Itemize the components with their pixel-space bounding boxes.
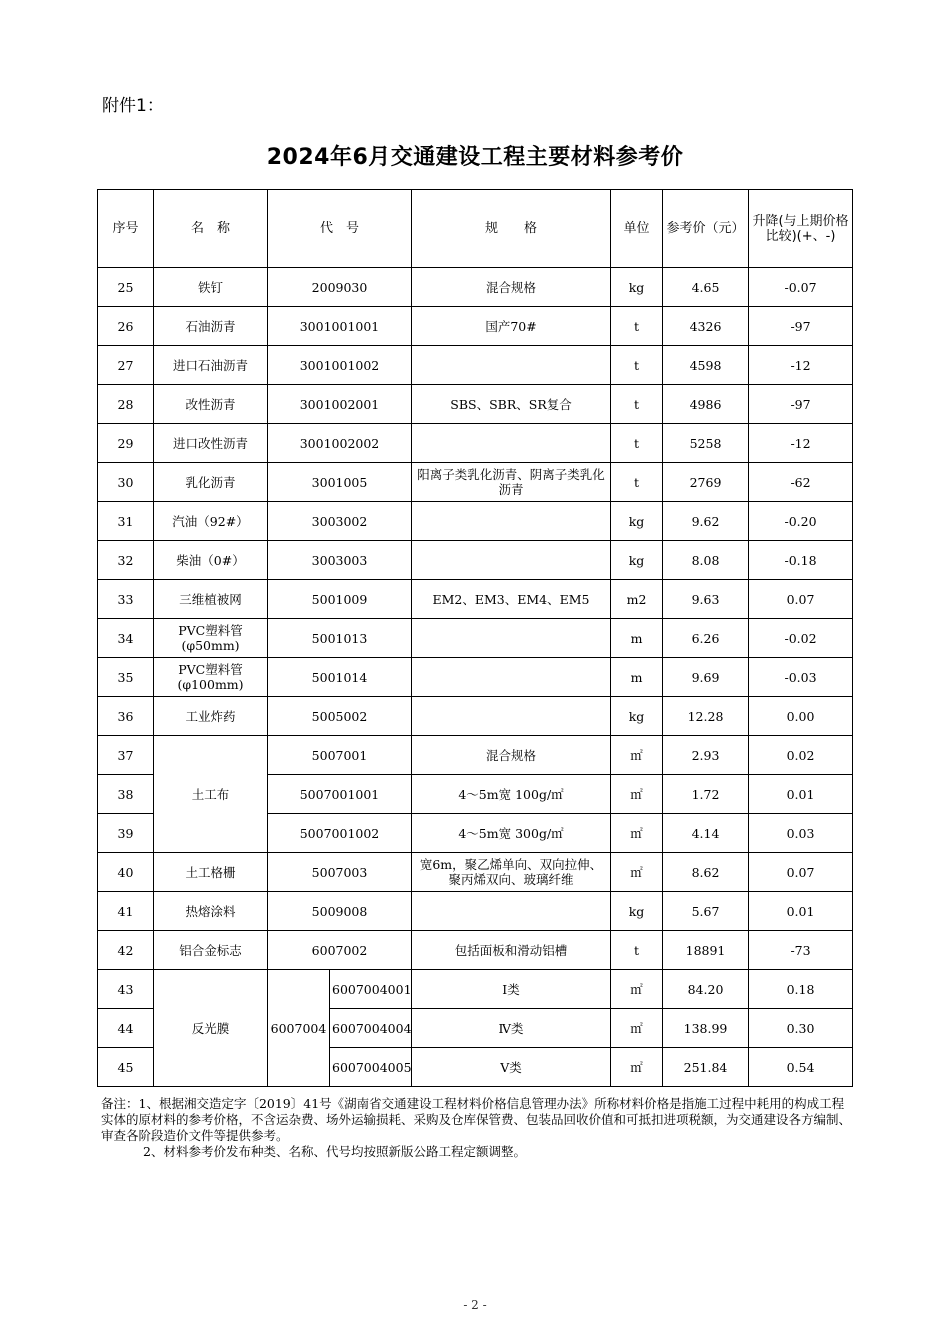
cell-unit: ㎡ <box>611 853 663 892</box>
cell-change: 0.03 <box>749 814 853 853</box>
cell-spec: Ⅳ类 <box>412 1009 611 1048</box>
cell-price: 18891 <box>663 931 749 970</box>
cell-code: 6007002 <box>268 931 412 970</box>
cell-group-code: 6007004 <box>268 970 330 1087</box>
cell-price: 251.84 <box>663 1048 749 1087</box>
cell-change: -0.20 <box>749 502 853 541</box>
remark-2: 2、材料参考价发布种类、名称、代号均按照新版公路工程定额调整。 <box>143 1144 526 1159</box>
cell-seq: 36 <box>98 697 154 736</box>
price-table <box>97 189 853 1087</box>
cell-name: 反光膜 <box>154 970 268 1087</box>
table-row <box>98 502 853 541</box>
cell-price: 8.08 <box>663 541 749 580</box>
cell-name: 热熔涂料 <box>154 892 268 931</box>
cell-spec <box>412 892 611 931</box>
cell-change: 0.00 <box>749 697 853 736</box>
col-header-seq: 序号 <box>98 190 154 268</box>
cell-seq: 29 <box>98 424 154 463</box>
cell-spec: 国产70# <box>412 307 611 346</box>
cell-seq: 28 <box>98 385 154 424</box>
cell-price: 4326 <box>663 307 749 346</box>
cell-spec <box>412 424 611 463</box>
table-row <box>98 463 853 502</box>
table-row <box>98 892 853 931</box>
cell-seq: 26 <box>98 307 154 346</box>
cell-code: 3001001001 <box>268 307 412 346</box>
cell-name: 工业炸药 <box>154 697 268 736</box>
cell-change: -0.03 <box>749 658 853 697</box>
cell-seq: 37 <box>98 736 154 775</box>
table-row <box>98 736 853 775</box>
cell-price: 9.69 <box>663 658 749 697</box>
cell-name: 铝合金标志 <box>154 931 268 970</box>
col-header-name: 名 称 <box>154 190 268 268</box>
cell-code: 3003002 <box>268 502 412 541</box>
remark-1: 备注：1、根据湘交造定字〔2019〕41号《湖南省交通建设工程材料价格信息管理办法》所称材料价格是指施工过程中耗用的构成工程实体的原材料的参考价格，不含运杂费、场外运输损耗、采购及仓库保管费、包装品回收价值和可抵扣进项税额，为交通建设各方编制、审查各阶段造价文件等提供参考。 <box>101 1096 852 1143</box>
cell-price: 5258 <box>663 424 749 463</box>
cell-spec <box>412 502 611 541</box>
cell-spec: SBS、SBR、SR复合 <box>412 385 611 424</box>
cell-price: 1.72 <box>663 775 749 814</box>
cell-name: 石油沥青 <box>154 307 268 346</box>
cell-change: 0.02 <box>749 736 853 775</box>
cell-unit: ㎡ <box>611 736 663 775</box>
cell-name: PVC塑料管(φ100mm) <box>154 658 268 697</box>
cell-price: 9.63 <box>663 580 749 619</box>
cell-code: 3001002001 <box>268 385 412 424</box>
cell-change: -0.18 <box>749 541 853 580</box>
cell-price: 2769 <box>663 463 749 502</box>
cell-unit: kg <box>611 502 663 541</box>
cell-unit: ㎡ <box>611 1048 663 1087</box>
cell-change: 0.07 <box>749 853 853 892</box>
table-row <box>98 658 853 697</box>
cell-spec: Ⅴ类 <box>412 1048 611 1087</box>
cell-change: -0.07 <box>749 268 853 307</box>
cell-seq: 31 <box>98 502 154 541</box>
page-number: - 2 - <box>463 1298 487 1312</box>
cell-name: 改性沥青 <box>154 385 268 424</box>
table-row <box>98 385 853 424</box>
cell-code: 3003003 <box>268 541 412 580</box>
table-row <box>98 541 853 580</box>
cell-unit: m <box>611 658 663 697</box>
cell-name: 汽油（92#） <box>154 502 268 541</box>
cell-spec: EM2、EM3、EM4、EM5 <box>412 580 611 619</box>
cell-price: 9.62 <box>663 502 749 541</box>
cell-code: 5007003 <box>268 853 412 892</box>
cell-spec: 4～5m宽 100g/㎡ <box>412 775 611 814</box>
cell-seq: 38 <box>98 775 154 814</box>
cell-name: 土工格栅 <box>154 853 268 892</box>
page-title: 2024年6月交通建设工程主要材料参考价 <box>266 145 684 170</box>
cell-change: -62 <box>749 463 853 502</box>
cell-change: 0.54 <box>749 1048 853 1087</box>
cell-unit: ㎡ <box>611 1009 663 1048</box>
cell-seq: 41 <box>98 892 154 931</box>
cell-seq: 42 <box>98 931 154 970</box>
cell-unit: m2 <box>611 580 663 619</box>
table-row <box>98 931 853 970</box>
cell-spec: 4～5m宽 300g/㎡ <box>412 814 611 853</box>
table-row <box>98 970 853 1009</box>
cell-unit: t <box>611 385 663 424</box>
remarks <box>101 1096 853 1160</box>
cell-unit: ㎡ <box>611 814 663 853</box>
table-row <box>98 346 853 385</box>
cell-unit: kg <box>611 268 663 307</box>
cell-spec: 阳离子类乳化沥青、阴离子类乳化沥青 <box>412 463 611 502</box>
cell-code: 5007001001 <box>268 775 412 814</box>
cell-spec: 宽6m，聚乙烯单向、双向拉伸、聚丙烯双向、玻璃纤维 <box>412 853 611 892</box>
cell-code: 5001013 <box>268 619 412 658</box>
col-header-code: 代 号 <box>268 190 412 268</box>
cell-code: 3001001002 <box>268 346 412 385</box>
cell-name: 三维植被网 <box>154 580 268 619</box>
cell-price: 8.62 <box>663 853 749 892</box>
cell-unit: t <box>611 463 663 502</box>
cell-unit: ㎡ <box>611 970 663 1009</box>
cell-code: 5001014 <box>268 658 412 697</box>
cell-seq: 30 <box>98 463 154 502</box>
table-header-row <box>98 190 853 268</box>
cell-change: 0.30 <box>749 1009 853 1048</box>
cell-spec <box>412 619 611 658</box>
cell-unit: t <box>611 424 663 463</box>
cell-change: -12 <box>749 346 853 385</box>
cell-change: 0.01 <box>749 892 853 931</box>
cell-unit: kg <box>611 892 663 931</box>
cell-unit: kg <box>611 697 663 736</box>
cell-price: 2.93 <box>663 736 749 775</box>
cell-code: 5007001 <box>268 736 412 775</box>
table-row <box>98 697 853 736</box>
cell-spec: 混合规格 <box>412 268 611 307</box>
cell-seq: 45 <box>98 1048 154 1087</box>
cell-code: 6007004001 <box>330 970 412 1009</box>
cell-spec <box>412 658 611 697</box>
cell-price: 84.20 <box>663 970 749 1009</box>
cell-price: 12.28 <box>663 697 749 736</box>
cell-price: 4986 <box>663 385 749 424</box>
cell-unit: t <box>611 931 663 970</box>
cell-name: 进口改性沥青 <box>154 424 268 463</box>
cell-price: 4.14 <box>663 814 749 853</box>
col-header-price: 参考价（元） <box>663 190 749 268</box>
cell-code: 2009030 <box>268 268 412 307</box>
cell-seq: 43 <box>98 970 154 1009</box>
cell-seq: 40 <box>98 853 154 892</box>
cell-name: 土工布 <box>154 736 268 853</box>
cell-seq: 25 <box>98 268 154 307</box>
cell-spec <box>412 346 611 385</box>
cell-seq: 35 <box>98 658 154 697</box>
cell-code: 6007004005 <box>330 1048 412 1087</box>
cell-change: 0.01 <box>749 775 853 814</box>
cell-seq: 39 <box>98 814 154 853</box>
table-row <box>98 424 853 463</box>
cell-seq: 27 <box>98 346 154 385</box>
cell-change: -73 <box>749 931 853 970</box>
cell-unit: t <box>611 307 663 346</box>
cell-unit: kg <box>611 541 663 580</box>
cell-seq: 44 <box>98 1009 154 1048</box>
cell-spec <box>412 697 611 736</box>
cell-seq: 34 <box>98 619 154 658</box>
cell-code: 5001009 <box>268 580 412 619</box>
cell-unit: m <box>611 619 663 658</box>
cell-seq: 32 <box>98 541 154 580</box>
cell-spec: 混合规格 <box>412 736 611 775</box>
cell-spec <box>412 541 611 580</box>
cell-name: 进口石油沥青 <box>154 346 268 385</box>
cell-price: 4.65 <box>663 268 749 307</box>
col-header-change: 升降(与上期价格比较)(+、-) <box>749 190 853 268</box>
col-header-spec: 规 格 <box>412 190 611 268</box>
table-row <box>98 853 853 892</box>
cell-code: 3001005 <box>268 463 412 502</box>
cell-name: 柴油（0#） <box>154 541 268 580</box>
cell-name: 铁钉 <box>154 268 268 307</box>
cell-change: -97 <box>749 385 853 424</box>
cell-change: -0.02 <box>749 619 853 658</box>
cell-unit: t <box>611 346 663 385</box>
cell-name: PVC塑料管(φ50mm) <box>154 619 268 658</box>
cell-spec: 包括面板和滑动铝槽 <box>412 931 611 970</box>
table-row <box>98 580 853 619</box>
cell-change: -12 <box>749 424 853 463</box>
cell-price: 138.99 <box>663 1009 749 1048</box>
col-header-unit: 单位 <box>611 190 663 268</box>
table-row <box>98 619 853 658</box>
cell-price: 4598 <box>663 346 749 385</box>
cell-change: 0.07 <box>749 580 853 619</box>
cell-unit: ㎡ <box>611 775 663 814</box>
cell-seq: 33 <box>98 580 154 619</box>
cell-change: -97 <box>749 307 853 346</box>
cell-code: 5005002 <box>268 697 412 736</box>
cell-price: 5.67 <box>663 892 749 931</box>
cell-code: 3001002002 <box>268 424 412 463</box>
cell-code: 5009008 <box>268 892 412 931</box>
cell-name: 乳化沥青 <box>154 463 268 502</box>
cell-spec: Ⅰ类 <box>412 970 611 1009</box>
table-row <box>98 268 853 307</box>
table-row <box>98 307 853 346</box>
cell-price: 6.26 <box>663 619 749 658</box>
cell-code: 5007001002 <box>268 814 412 853</box>
attachment-label: 附件1： <box>102 96 164 116</box>
cell-change: 0.18 <box>749 970 853 1009</box>
cell-code: 6007004004 <box>330 1009 412 1048</box>
